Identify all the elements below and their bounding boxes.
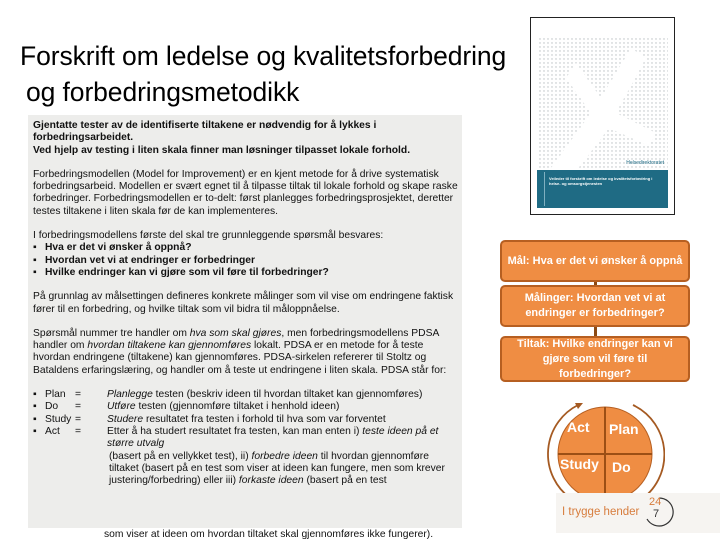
pdsa-item-plan: ▪ Plan = Planlegge testen (beskriv ideen til hvordan tiltaket kan gjennomføres) <box>33 389 423 401</box>
question-item: ▪ Hva er det vi ønsker å oppnå? <box>33 242 192 254</box>
question-item: ▪ Hvilke endringer kan vi gjøre som vil føre til forbedringer? <box>33 266 329 278</box>
flow-box-actions: Tiltak: Hvilke endringer kan vi gjøre som vil føre til forbedringer? <box>500 336 690 382</box>
pdsa-paragraph: Spørsmål nummer tre handler om hva som skal gjøres, men forbedringsmodellens PDSA handler om hvordan tiltakene kan gjennomføres lokalt. PDSA er en metode for å teste hvordan endringene (tiltakene) kan gjennomføres. PDSA-sirkelen refererer til Stoltz og Bataldens erfaringslæring, og handler om å teste ut endringene i liten skala. PDSA står for: <box>33 327 447 376</box>
cover-title: Veileder til forskrift om ledelse og kvalitetsforbedring i helse- og omsorgstjenesten <box>549 176 653 186</box>
quadrant-act: Act <box>567 419 590 435</box>
questions-intro: I forbedringsmodellens første del skal tre grunnleggende spørsmål besvares: <box>33 230 384 242</box>
model-paragraph: Forbedringsmodellen (Model for Improvement) er en kjent metode for å drive systematisk forbedringsarbeid. Modellen er svært egnet til å tilpasse tiltak til lokale forhold og skape raske forbedringer. Forbedringsmodellen er to-delt: først planlegges forbedringsprosjektet, deretter testes tiltakene i liten skala før de kan implementeres. <box>33 168 458 217</box>
question-item: ▪ Hvordan vet vi at endringer er forbedringer <box>33 254 255 266</box>
bullet-icon: ▪ <box>33 425 37 437</box>
badge-number-7: 7 <box>653 508 660 520</box>
cover-logo: Helsedirektoratet <box>626 160 664 166</box>
quadrant-plan: Plan <box>609 421 639 437</box>
pdsa-item-study: ▪ Study = Studere resultatet fra testen i forhold til hva som var forventet <box>33 413 386 425</box>
slide-title-line2: og forbedringsmetodikk <box>26 77 300 107</box>
slide-title-line1: Forskrift om ledelse og kvalitetsforbedring <box>20 41 507 71</box>
pdsa-item-act: ▪ Act = Etter å ha studert resultatet fra testen, kan man enten i) teste ideen på et større utvalg <box>33 425 439 450</box>
badge-text: I trygge hender <box>562 506 640 518</box>
quadrant-do: Do <box>612 459 631 475</box>
quadrant-study: Study <box>560 456 599 472</box>
flow-box-measures: Målinger: Hvordan vet vi at endringer er forbedringer? <box>500 285 690 327</box>
bullet-icon: ▪ <box>33 401 37 413</box>
measures-paragraph: På grunnlag av målsettingen defineres konkrete målinger som vil vise om endringene faktisk fører til en forbedring, og hvilke tiltak som vil bidra til måloppnåelse. <box>33 291 454 315</box>
content-textbox <box>28 115 462 528</box>
flow-box-goal: Mål: Hva er det vi ønsker å oppnå <box>500 240 690 282</box>
guide-cover-image <box>530 17 675 215</box>
bullet-icon: ▪ <box>33 254 37 266</box>
intro-bold-2: Ved hjelp av testing i liten skala finner man løsninger tilpasset lokale forhold. <box>33 144 411 156</box>
bullet-icon: ▪ <box>33 413 37 425</box>
overflow-text-line: som viser at ideen om hvordan tiltaket skal gjennomføres ikke fungerer). <box>104 529 434 540</box>
bullet-icon: ▪ <box>33 389 37 401</box>
trygge-hender-badge <box>556 493 720 533</box>
bullet-icon: ▪ <box>33 242 37 254</box>
badge-number-24: 24 <box>649 496 662 508</box>
slide-title <box>20 38 506 110</box>
bullet-icon: ▪ <box>33 266 37 278</box>
pdsa-item-do: ▪ Do = Utføre testen (gjennomføre tiltaket i henhold ideen) <box>33 401 340 413</box>
intro-bold-1: Gjentatte tester av de identifiserte tiltakene er nødvendig for å lykkes i forbedringsarbeidet. <box>33 120 377 144</box>
act-continuation: (basert på en vellykket test), ii) forbedre ideen til hvordan gjennomføre tiltaket (basert på en test som viser at ideen kan fungere, men som krever justering/forbedring) eller iii) forkaste ideen (basert på en test <box>109 450 445 487</box>
cover-title-band <box>537 160 668 208</box>
